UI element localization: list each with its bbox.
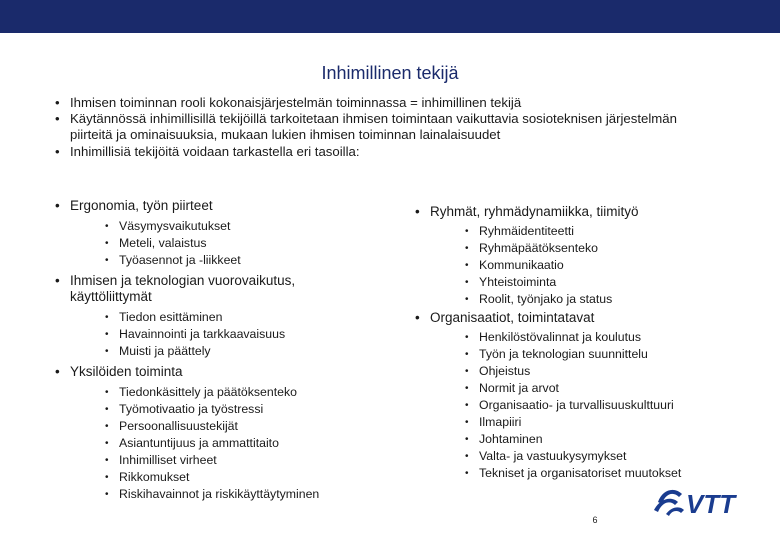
list-item: • Väsymysvaikutukset — [105, 218, 375, 235]
intro-item: • Käytännössä inhimillisillä tekijöillä tarkoitetaan ihmisen toimintaan vaikuttavia sosioteknisen järjestelmän piirteitä ja ominaisuuksia, mukaan lukien ihmisen toiminnan lainalaisuudet — [55, 111, 715, 143]
list-item: • Tiedon esittäminen — [105, 309, 375, 326]
list-item: • Työn ja teknologian suunnittelu — [465, 346, 735, 363]
slide-title: Inhimillinen tekijä — [321, 63, 459, 83]
section-heading: • Ergonomia, työn piirteet — [55, 198, 375, 215]
list-item: • Tekniset ja organisatoriset muutokset — [465, 465, 735, 482]
list-item: • Työmotivaatio ja työstressi — [105, 401, 375, 418]
intro-list — [55, 95, 715, 160]
intro-item: • Inhimillisiä tekijöitä voidaan tarkastella eri tasoilla: — [55, 144, 715, 160]
list-item: • Riskihavainnot ja riskikäyttäytyminen — [105, 486, 375, 503]
list-item: • Normit ja arvot — [465, 380, 735, 397]
list-item: • Tiedonkäsittely ja päätöksenteko — [105, 384, 375, 401]
list-item: • Yhteistoiminta — [465, 274, 735, 291]
list-item: • Ryhmäidentiteetti — [465, 223, 735, 240]
right-column — [415, 204, 735, 482]
list-item: • Muisti ja päättely — [105, 343, 375, 360]
list-item: • Inhimilliset virheet — [105, 452, 375, 469]
intro-item: • Ihmisen toiminnan rooli kokonaisjärjestelmän toiminnassa = inhimillinen tekijä — [55, 95, 715, 111]
section-heading: • Ihmisen ja teknologian vuorovaikutus, käyttöliittymät — [55, 273, 375, 306]
list-item: • Rikkomukset — [105, 469, 375, 486]
sub-list — [465, 223, 735, 308]
section-heading: • Organisaatiot, toimintatavat — [415, 310, 735, 327]
list-item: • Ilmapiiri — [465, 414, 735, 431]
sub-list — [105, 309, 375, 360]
list-item: • Ohjeistus — [465, 363, 735, 380]
logo-text: VTT — [686, 489, 736, 519]
section-heading: • Yksilöiden toiminta — [55, 364, 375, 381]
list-item: • Meteli, valaistus — [105, 235, 375, 252]
list-item: • Työasennot ja -liikkeet — [105, 252, 375, 269]
top-banner — [0, 0, 780, 33]
list-item: • Kommunikaatio — [465, 257, 735, 274]
sub-list — [105, 218, 375, 269]
list-item: • Henkilöstövalinnat ja koulutus — [465, 329, 735, 346]
list-item: • Roolit, työnjako ja status — [465, 291, 735, 308]
list-item: • Johtaminen — [465, 431, 735, 448]
vtt-logo-icon — [652, 480, 752, 520]
sub-list — [465, 329, 735, 482]
list-item: • Asiantuntijuus ja ammattitaito — [105, 435, 375, 452]
list-item: • Ryhmäpäätöksenteko — [465, 240, 735, 257]
list-item: • Valta- ja vastuukysymykset — [465, 448, 735, 465]
list-item: • Organisaatio- ja turvallisuuskulttuuri — [465, 397, 735, 414]
list-item: • Havainnointi ja tarkkaavaisuus — [105, 326, 375, 343]
section-heading: • Ryhmät, ryhmädynamiikka, tiimityö — [415, 204, 735, 221]
left-column — [55, 198, 375, 503]
list-item: • Persoonallisuustekijät — [105, 418, 375, 435]
page-number: 6 — [592, 515, 598, 525]
sub-list — [105, 384, 375, 503]
